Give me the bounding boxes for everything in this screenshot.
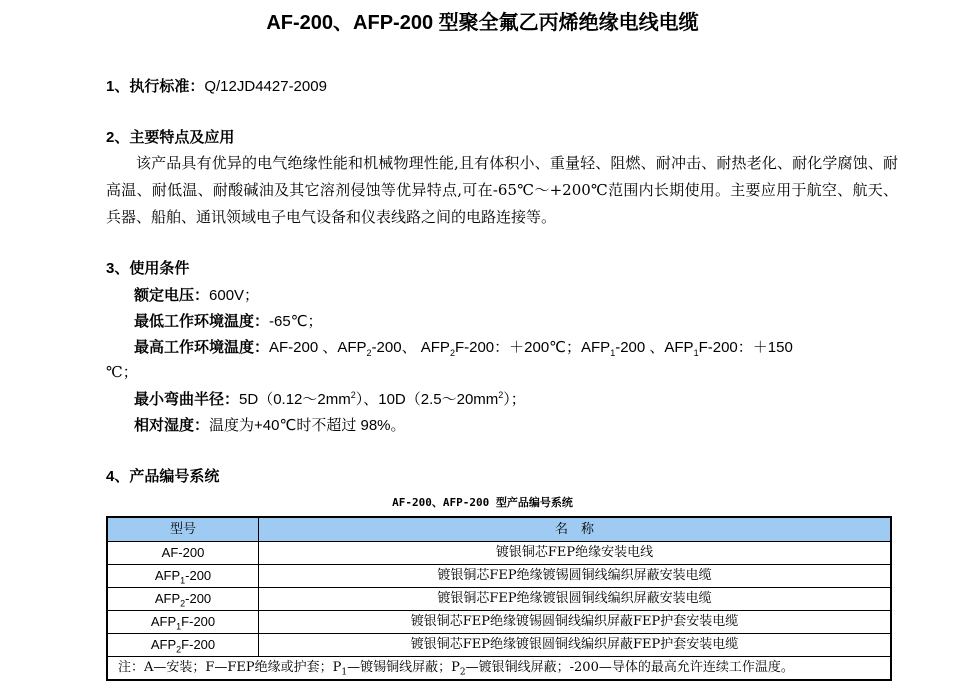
model-cell (107, 565, 259, 588)
features-paragraph: 该产品具有优异的电气绝缘性能和机械物理性能,且有体积小、重量轻、阻燃、耐冲击、耐热老化、耐化学腐蚀、耐高温、耐低温、耐酸碱油及其它溶剂侵蚀等优异特点,可在-65℃～+200℃范围内长期使用。主要应用于航空、航天、兵器、船舶、通讯领域电子电气设备和仪表线路之间的电路连接等。 (106, 154, 898, 226)
note-text: —镀锡铜线屏蔽；P (347, 660, 460, 675)
name-cell: 镀银铜芯FEP绝缘镀锡圆铜线编织屏蔽安装电缆 (259, 565, 892, 588)
name-cell: 镀银铜芯FEP绝缘镀锡圆铜线编织屏蔽FEP护套安装电缆 (259, 611, 892, 634)
product-code-table (106, 516, 892, 681)
max-temp-text-1: AF-200 、AFP (269, 339, 367, 356)
note-text: 注：A—安装；F—FEP绝缘或护套；P (118, 660, 342, 675)
humidity-line (134, 414, 934, 437)
max-temp-sub-1: 2 (366, 348, 372, 358)
max-temp-sub-4: 1 (693, 348, 699, 358)
section-1-heading (106, 76, 327, 98)
table-row (107, 588, 891, 611)
table-row (107, 611, 891, 634)
max-temp-wrap: ℃； (106, 363, 138, 381)
table-row (107, 542, 891, 565)
model-text: AFP (154, 568, 181, 583)
bend-text-1: 5D（0.12～2mm (239, 391, 351, 408)
model-cell (107, 542, 259, 565)
model-sub: 1 (180, 575, 186, 586)
bend-radius-line (134, 388, 934, 411)
name-cell: 镀银铜芯FEP绝缘镀银圆铜线编织屏蔽安装电缆 (259, 588, 892, 611)
max-temp-text-5: F-200：＋150 (698, 339, 793, 356)
header-name: 名 称 (259, 517, 892, 542)
max-temp-text-2: -200、 AFP (371, 339, 450, 356)
model-text: -200 (185, 591, 212, 606)
name-cell: 镀银铜芯FEP绝缘安装电线 (259, 542, 892, 565)
bend-text-2: ）、10D（2.5～20mm (355, 391, 499, 408)
model-sub: 2 (176, 644, 182, 655)
max-temp-text-4: -200 、AFP (615, 339, 694, 356)
name-cell: 镀银铜芯FEP绝缘镀银圆铜线编织屏蔽FEP护套安装电缆 (259, 634, 892, 657)
document-title: AF-200、AFP-200 型聚全氟乙丙烯绝缘电线电缆 (266, 12, 699, 34)
standard-label: 1、执行标准： (106, 78, 205, 95)
model-sub: 1 (176, 621, 182, 632)
max-temp-line (134, 336, 934, 359)
section-4-heading: 4、产品编号系统 (106, 468, 220, 485)
table-note (107, 657, 891, 681)
rated-voltage-line (134, 284, 934, 307)
section-3-heading: 3、使用条件 (106, 260, 190, 277)
section-2-heading: 2、主要特点及应用 (106, 129, 235, 146)
note-sub: 1 (341, 667, 348, 678)
model-text: AFP (150, 637, 177, 652)
header-model: 型号 (107, 517, 259, 542)
min-temp-value: -65℃； (269, 313, 323, 330)
standard-value: Q/12JD4427-2009 (204, 78, 327, 95)
min-temp-line (134, 310, 934, 333)
table-row (107, 634, 891, 657)
model-text: AFP (154, 591, 181, 606)
bend-sup-2: 2 (498, 390, 504, 400)
note-sub: 2 (459, 667, 466, 678)
max-temp-sub-3: 1 (610, 348, 616, 358)
model-sub: 2 (180, 598, 186, 609)
rated-voltage-value: 600V； (209, 287, 260, 304)
humidity-text-1: 温度为 (209, 416, 255, 434)
max-temp-sub-2: 2 (449, 348, 455, 358)
rated-voltage-label: 额定电压： (134, 287, 210, 304)
model-cell (107, 611, 259, 634)
min-temp-label: 最低工作环境温度： (134, 313, 270, 330)
model-text: F-200 (181, 637, 216, 652)
table-row (107, 565, 891, 588)
model-text: -200 (185, 568, 212, 583)
model-text: AFP (150, 614, 177, 629)
table-header-row (107, 517, 891, 542)
note-text: —镀银铜线屏蔽；-200—导体的最高允许连续工作温度。 (465, 660, 794, 675)
bend-sup-1: 2 (350, 390, 356, 400)
model-text: AF-200 (161, 545, 205, 560)
humidity-label: 相对湿度： (134, 417, 210, 434)
model-text: F-200 (181, 614, 216, 629)
bend-text-3: ）； (503, 391, 526, 408)
bend-radius-label: 最小弯曲半径： (134, 391, 240, 408)
humidity-text-2: +40℃时不超过 98%。 (254, 417, 406, 434)
table-note-row (107, 657, 891, 681)
max-temp-text-3: F-200：＋200℃；AFP (454, 339, 611, 356)
max-temp-label: 最高工作环境温度： (134, 339, 270, 356)
table-caption: AF-200、AFP-200 型产品编号系统 (392, 496, 573, 509)
model-cell (107, 634, 259, 657)
model-cell (107, 588, 259, 611)
